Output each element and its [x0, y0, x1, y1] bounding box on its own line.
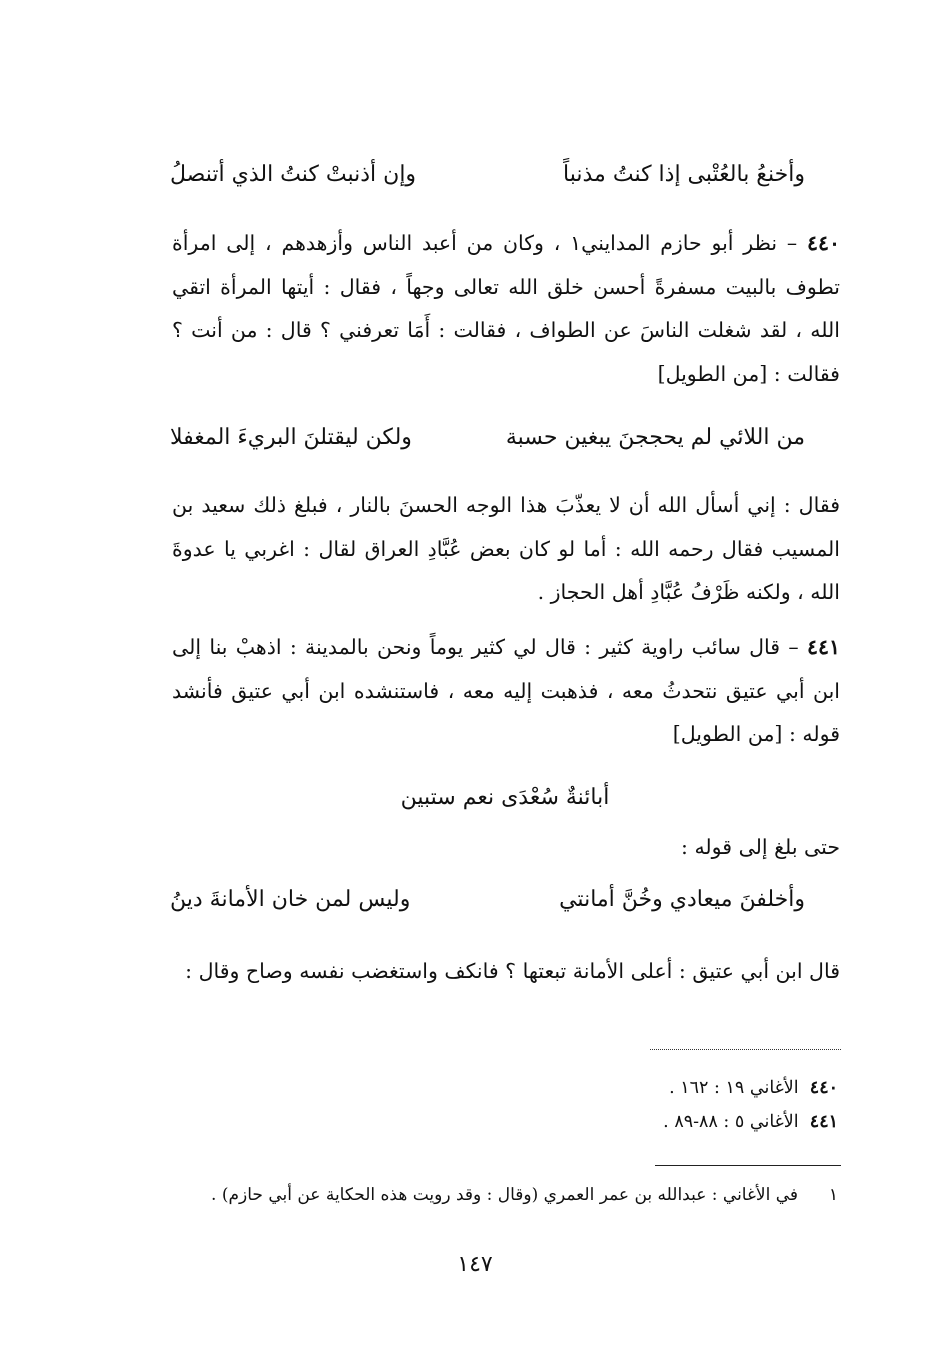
entry-number: ٤٤١ [806, 635, 840, 659]
footnote [200, 1179, 838, 1211]
paragraph-440 [172, 222, 840, 396]
verse-hemistich-right: وأخنعُ بالعُتْبى إذا كنتُ مذنباً [563, 162, 805, 187]
footnote-separator [655, 1165, 841, 1166]
verse-hemistich-left: ولكن ليقتلنَ البريءَ المغفلا [170, 425, 412, 450]
verse-line-4 [170, 880, 805, 920]
verse-line-1 [170, 155, 805, 195]
paragraph-text: – نظر أبو حازم المدايني١ ، وكان من أعبد الناس وأزهدهم ، إلى امرأة تطوف بالبيت مسفرةً أحسن خلق الله تعالى وجهاً ، فقال : أيتها المرأة اتقي الله ، لقد شغلت الناسَ عن الطواف ، فقالت : أَمَا تعرفني ؟ قال : من أنت ؟ فقالت : [من الطويل] [172, 231, 840, 386]
verse-line-2 [170, 418, 805, 458]
source-number: ٤٤٠ [809, 1078, 838, 1098]
paragraph-441-after: قال ابن أبي عتيق : أعلى الأمانة تبعتها ؟ فانكف واستغضب نفسه وصاح وقال : [185, 959, 840, 983]
verse-hemistich-left: وليس لمن خان الأمانةَ دينُ [170, 887, 411, 912]
source-text: الأغاني ١٩ : ١٦٢ . [669, 1078, 799, 1098]
paragraph-441 [172, 626, 840, 757]
paragraph-text: – قال سائب راوية كثير : قال لي كثير يوماً ونحن بالمدينة : اذهبْ بنا إلى ابن أبي عتيق نتحدثُ معه ، فذهبت إليه معه ، فاستنشده ابن أبي عتيق فأنشد قوله : [من الطويل] [172, 635, 840, 746]
entry-number: ٤٤٠ [806, 231, 840, 255]
footnote-mark: ١ [828, 1185, 838, 1205]
verse-hemistich-right: من اللائي لم يحججنَ يبغين حسبة [505, 425, 805, 450]
footnote-text: في الأغاني : عبدالله بن عمر العمري (وقال : وقد رويت هذه الحكاية عن أبي حازم) . [211, 1185, 798, 1205]
page-number: ١٤٧ [457, 1252, 493, 1277]
source-number: ٤٤١ [809, 1112, 838, 1132]
source-line-440 [500, 1072, 838, 1104]
paragraph-441-until: حتى بلغ إلى قوله : [681, 835, 840, 859]
sources-separator [650, 1049, 841, 1050]
verse-hemistich-left: وإن أذنبتْ كنتُ الذي أتنصلُ [170, 162, 417, 187]
source-line-441 [500, 1106, 838, 1138]
source-text: الأغاني ٥ : ٨٨-٨٩ . [663, 1112, 799, 1132]
paragraph-440-continuation: فقال : إني أسأل الله أن لا يعذّبَ هذا الوجه الحسنَ بالنار ، فبلغ ذلك سعيد بن المسيب فقال رحمه الله : أما لو كان بعض عُبَّادِ العراق لقال : اغربي يا عدوةَ الله ، ولكنه ظَرْفُ عُبَّادِ أهل الحجاز . [172, 493, 840, 604]
verse-hemistich-right: وأخلفنَ ميعادي وخُنَّ أمانتي [559, 887, 805, 912]
verse-line-3: أبائنةٌ سُعْدَى نعم ستبين [400, 785, 610, 810]
